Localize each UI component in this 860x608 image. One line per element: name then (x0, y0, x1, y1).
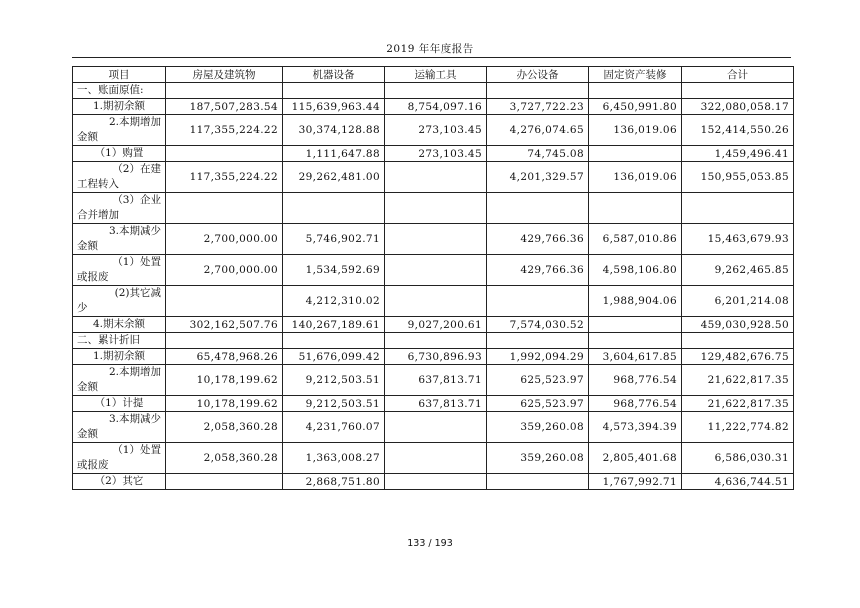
row-label-line: 或报废 (77, 459, 109, 471)
amount-cell (589, 333, 682, 349)
table-row (73, 286, 794, 317)
amount-cell: 21,622,817.35 (682, 396, 794, 412)
row-label (73, 317, 166, 333)
row-label (73, 193, 166, 224)
amount-cell (487, 474, 589, 490)
amount-cell: 5,746,902.71 (283, 224, 385, 255)
row-label-line: 金额 (77, 381, 98, 393)
amount-cell: 8,754,097.16 (385, 99, 487, 115)
row-label (73, 333, 166, 349)
table-row (73, 255, 794, 286)
table-row (73, 317, 794, 333)
row-label-line: 2.本期增加 (108, 116, 161, 128)
row-label (73, 349, 166, 365)
amount-cell: 625,523.97 (487, 365, 589, 396)
table-row (73, 193, 794, 224)
amount-cell: 1,992,094.29 (487, 349, 589, 365)
amount-cell (589, 193, 682, 224)
table-row (73, 474, 794, 490)
row-label (73, 443, 166, 474)
amount-cell (682, 193, 794, 224)
row-label (73, 255, 166, 286)
amount-cell (166, 193, 283, 224)
amount-cell: 637,813.71 (385, 396, 487, 412)
table-row (73, 99, 794, 115)
amount-cell: 2,058,360.28 (166, 443, 283, 474)
amount-cell: 187,507,283.54 (166, 99, 283, 115)
amount-cell: 625,523.97 (487, 396, 589, 412)
row-label-line: （3）企业 (112, 194, 161, 206)
amount-cell: 4,598,106.80 (589, 255, 682, 286)
amount-cell (385, 474, 487, 490)
amount-cell: 74,745.08 (487, 146, 589, 162)
row-label (73, 99, 166, 115)
table-row (73, 224, 794, 255)
amount-cell: 3,604,617.85 (589, 349, 682, 365)
row-label (73, 146, 166, 162)
amount-cell: 1,363,008.27 (283, 443, 385, 474)
table-row (73, 396, 794, 412)
row-label-line: 工程转入 (77, 178, 119, 190)
row-label-line: 金额 (77, 240, 98, 252)
row-label-line: (2)其它减 (114, 287, 161, 299)
amount-cell: 1,459,496.41 (682, 146, 794, 162)
amount-cell: 129,482,676.75 (682, 349, 794, 365)
amount-cell: 9,212,503.51 (283, 396, 385, 412)
amount-cell: 30,374,128.88 (283, 115, 385, 146)
amount-cell: 6,730,896.93 (385, 349, 487, 365)
row-label-line: 金额 (77, 428, 98, 440)
amount-cell (385, 443, 487, 474)
amount-cell: 9,212,503.51 (283, 365, 385, 396)
amount-cell: 150,955,053.85 (682, 162, 794, 193)
amount-cell: 140,267,189.61 (283, 317, 385, 333)
amount-cell: 322,080,058.17 (682, 99, 794, 115)
row-label-line: （1）计提 (94, 397, 144, 409)
amount-cell (487, 286, 589, 317)
row-label-line: 4.期末余额 (92, 318, 146, 330)
amount-cell: 4,231,760.07 (283, 412, 385, 443)
row-label (73, 474, 166, 490)
amount-cell: 2,868,751.80 (283, 474, 385, 490)
amount-cell (487, 83, 589, 99)
amount-cell (385, 224, 487, 255)
row-label-line: 1.期初余额 (92, 100, 146, 112)
amount-cell (589, 317, 682, 333)
table-row (73, 365, 794, 396)
row-label-line: 少 (77, 302, 88, 314)
table-row (73, 412, 794, 443)
amount-cell: 7,574,030.52 (487, 317, 589, 333)
amount-cell: 6,587,010.86 (589, 224, 682, 255)
amount-cell: 65,478,968.26 (166, 349, 283, 365)
amount-cell: 4,573,394.39 (589, 412, 682, 443)
page-number: 133 / 193 (407, 538, 453, 549)
row-label (73, 115, 166, 146)
amount-cell (283, 333, 385, 349)
amount-cell (385, 412, 487, 443)
row-label (73, 83, 166, 99)
column-header: 办公设备 (487, 67, 589, 83)
table-row (73, 349, 794, 365)
amount-cell (166, 474, 283, 490)
amount-cell: 4,636,744.51 (682, 474, 794, 490)
amount-cell: 117,355,224.22 (166, 115, 283, 146)
amount-cell: 15,463,679.93 (682, 224, 794, 255)
amount-cell (487, 333, 589, 349)
table-row (73, 115, 794, 146)
amount-cell (487, 193, 589, 224)
amount-cell: 51,676,099.42 (283, 349, 385, 365)
amount-cell: 21,622,817.35 (682, 365, 794, 396)
header-divider (72, 57, 791, 58)
column-header: 合计 (682, 67, 794, 83)
row-label-line: 金额 (77, 131, 98, 143)
amount-cell: 152,414,550.26 (682, 115, 794, 146)
amount-cell: 2,700,000.00 (166, 224, 283, 255)
amount-cell: 4,276,074.65 (487, 115, 589, 146)
table-row (73, 83, 794, 99)
table-row (73, 162, 794, 193)
amount-cell: 1,111,647.88 (283, 146, 385, 162)
amount-cell (166, 146, 283, 162)
amount-cell: 359,260.08 (487, 443, 589, 474)
amount-cell (166, 333, 283, 349)
column-header: 房屋及建筑物 (166, 67, 283, 83)
amount-cell (166, 286, 283, 317)
row-label-line: 2.本期增加 (108, 366, 161, 378)
amount-cell: 968,776.54 (589, 365, 682, 396)
amount-cell: 115,639,963.44 (283, 99, 385, 115)
amount-cell (385, 255, 487, 286)
table-row (73, 443, 794, 474)
amount-cell: 359,260.08 (487, 412, 589, 443)
amount-cell: 1,988,904.06 (589, 286, 682, 317)
row-label-line: 3.本期减少 (108, 413, 161, 425)
amount-cell: 1,534,592.69 (283, 255, 385, 286)
row-label-line: （1）处置 (112, 256, 161, 268)
column-header: 运输工具 (385, 67, 487, 83)
row-label-line: 合并增加 (77, 209, 119, 221)
row-label (73, 224, 166, 255)
row-label-line: （1）处置 (112, 444, 161, 456)
row-label (73, 412, 166, 443)
amount-cell: 273,103.45 (385, 115, 487, 146)
row-label-line: 3.本期减少 (108, 225, 161, 237)
amount-cell: 10,178,199.62 (166, 396, 283, 412)
amount-cell: 11,222,774.82 (682, 412, 794, 443)
amount-cell: 117,355,224.22 (166, 162, 283, 193)
amount-cell: 2,805,401.68 (589, 443, 682, 474)
amount-cell: 4,212,310.02 (283, 286, 385, 317)
amount-cell (283, 83, 385, 99)
row-label-line: 二、累计折旧 (77, 334, 140, 346)
row-label-line: （2）在建 (112, 163, 161, 175)
amount-cell (385, 83, 487, 99)
row-label-line: 1.期初余额 (92, 350, 146, 362)
row-label-line: （1）购置 (94, 147, 144, 159)
column-header: 机器设备 (283, 67, 385, 83)
amount-cell: 9,027,200.61 (385, 317, 487, 333)
amount-cell: 429,766.36 (487, 224, 589, 255)
amount-cell: 9,262,465.85 (682, 255, 794, 286)
row-label (73, 162, 166, 193)
amount-cell (682, 83, 794, 99)
table-header-row (73, 67, 794, 83)
row-label (73, 286, 166, 317)
amount-cell: 29,262,481.00 (283, 162, 385, 193)
row-label-line: 或报废 (77, 271, 109, 283)
row-label (73, 396, 166, 412)
amount-cell: 6,586,030.31 (682, 443, 794, 474)
amount-cell (385, 162, 487, 193)
column-header: 项目 (73, 67, 166, 83)
amount-cell (385, 193, 487, 224)
amount-cell: 637,813.71 (385, 365, 487, 396)
amount-cell: 4,201,329.57 (487, 162, 589, 193)
row-label-line: 一、账面原值: (77, 84, 144, 96)
row-label (73, 365, 166, 396)
amount-cell: 429,766.36 (487, 255, 589, 286)
amount-cell: 2,700,000.00 (166, 255, 283, 286)
report-header-title: 2019 年年度报告 (386, 43, 474, 55)
amount-cell: 6,201,214.08 (682, 286, 794, 317)
fixed-assets-table (72, 66, 794, 490)
amount-cell: 6,450,991.80 (589, 99, 682, 115)
row-label-line: （2）其它 (94, 475, 144, 487)
amount-cell: 136,019.06 (589, 115, 682, 146)
amount-cell (589, 83, 682, 99)
column-header: 固定资产装修 (589, 67, 682, 83)
amount-cell (589, 146, 682, 162)
amount-cell: 302,162,507.76 (166, 317, 283, 333)
table-row (73, 333, 794, 349)
amount-cell (682, 333, 794, 349)
amount-cell (385, 286, 487, 317)
amount-cell (283, 193, 385, 224)
amount-cell: 2,058,360.28 (166, 412, 283, 443)
amount-cell: 273,103.45 (385, 146, 487, 162)
amount-cell (385, 333, 487, 349)
amount-cell: 136,019.06 (589, 162, 682, 193)
amount-cell: 968,776.54 (589, 396, 682, 412)
amount-cell: 3,727,722.23 (487, 99, 589, 115)
amount-cell: 10,178,199.62 (166, 365, 283, 396)
amount-cell (166, 83, 283, 99)
amount-cell: 459,030,928.50 (682, 317, 794, 333)
amount-cell: 1,767,992.71 (589, 474, 682, 490)
table-row (73, 146, 794, 162)
